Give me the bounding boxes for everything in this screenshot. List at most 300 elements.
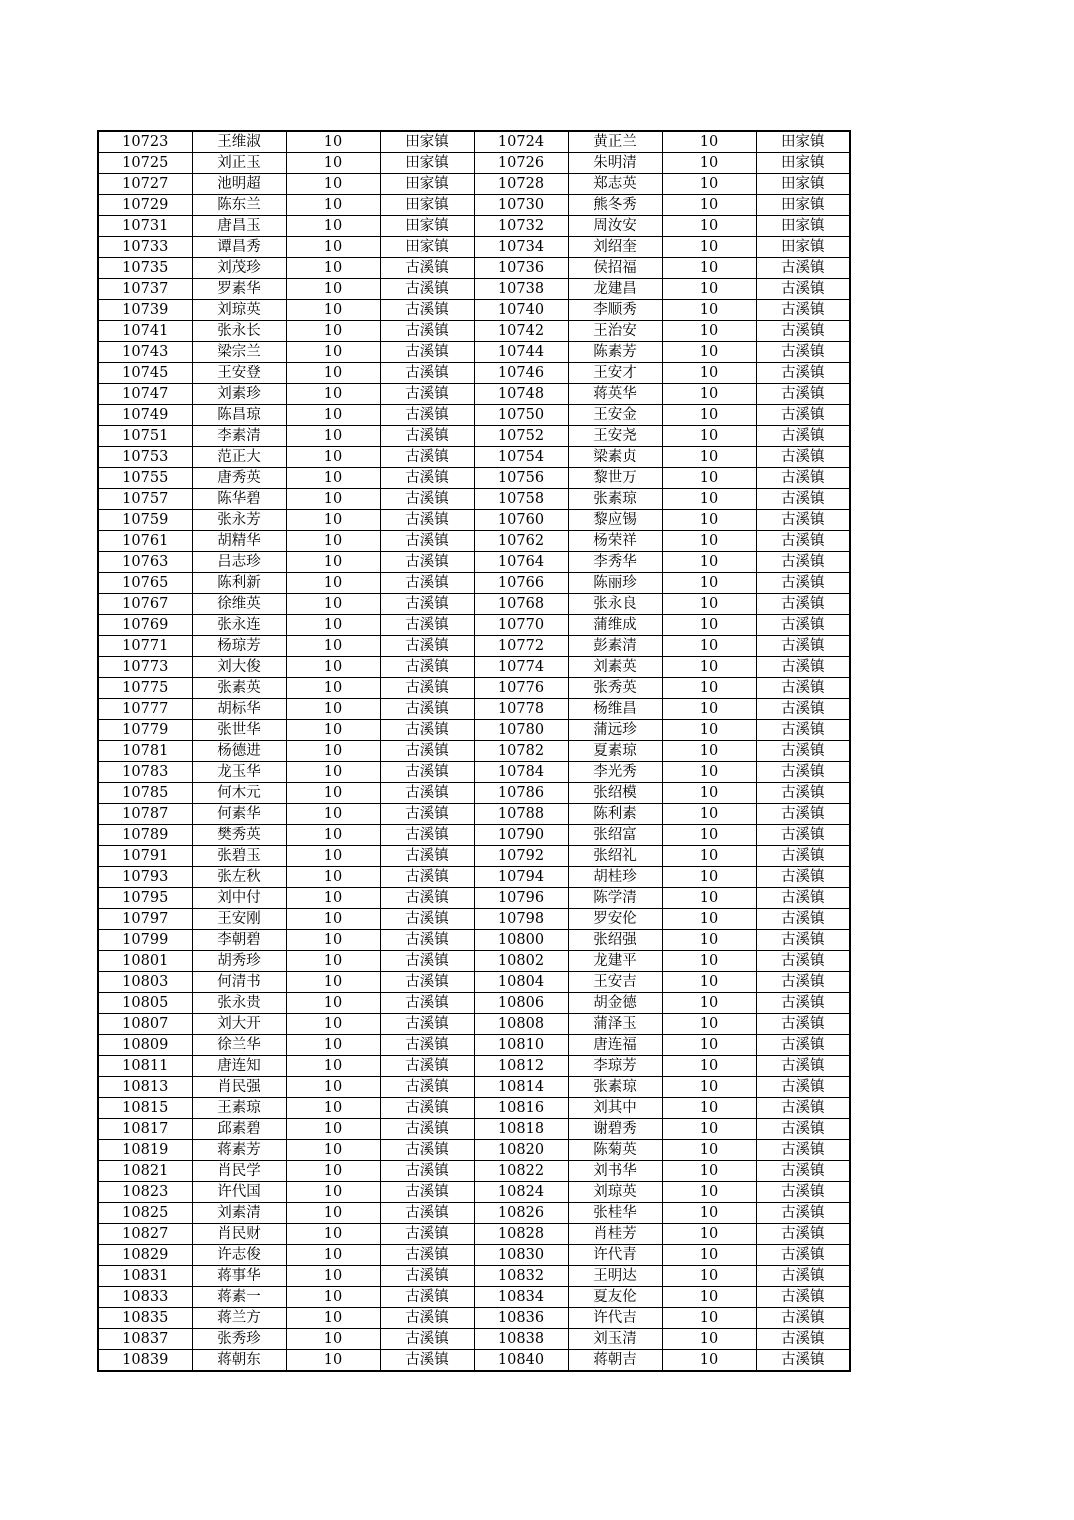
name-cell: 张秀珍: [192, 1329, 286, 1350]
table-row: [98, 342, 850, 363]
town-cell: 古溪镇: [380, 426, 474, 447]
town-cell: 古溪镇: [380, 489, 474, 510]
town-cell: 古溪镇: [380, 531, 474, 552]
count-cell: 10: [286, 804, 380, 825]
id-cell: 10737: [98, 279, 192, 300]
name-cell: 梁宗兰: [192, 342, 286, 363]
name-cell: 蒲泽玉: [568, 1014, 662, 1035]
count-cell: 10: [662, 909, 756, 930]
id-cell: 10763: [98, 552, 192, 573]
town-cell: 古溪镇: [756, 510, 850, 531]
id-cell: 10786: [474, 783, 568, 804]
town-cell: 古溪镇: [756, 636, 850, 657]
id-cell: 10807: [98, 1014, 192, 1035]
count-cell: 10: [662, 699, 756, 720]
count-cell: 10: [662, 657, 756, 678]
count-cell: 10: [286, 1203, 380, 1224]
name-cell: 樊秀英: [192, 825, 286, 846]
id-cell: 10794: [474, 867, 568, 888]
count-cell: 10: [286, 321, 380, 342]
name-cell: 胡精华: [192, 531, 286, 552]
id-cell: 10812: [474, 1056, 568, 1077]
id-cell: 10823: [98, 1182, 192, 1203]
town-cell: 古溪镇: [380, 720, 474, 741]
count-cell: 10: [286, 552, 380, 573]
town-cell: 古溪镇: [380, 1287, 474, 1308]
name-cell: 刘素清: [192, 1203, 286, 1224]
town-cell: 古溪镇: [380, 636, 474, 657]
count-cell: 10: [286, 573, 380, 594]
count-cell: 10: [662, 720, 756, 741]
name-cell: 陈利新: [192, 573, 286, 594]
town-cell: 古溪镇: [756, 279, 850, 300]
town-cell: 古溪镇: [380, 405, 474, 426]
id-cell: 10742: [474, 321, 568, 342]
town-cell: 古溪镇: [380, 1308, 474, 1329]
id-cell: 10824: [474, 1182, 568, 1203]
id-cell: 10743: [98, 342, 192, 363]
name-cell: 张素琼: [568, 1077, 662, 1098]
id-cell: 10772: [474, 636, 568, 657]
table-row: [98, 762, 850, 783]
count-cell: 10: [662, 1308, 756, 1329]
count-cell: 10: [286, 510, 380, 531]
table-row: [98, 216, 850, 237]
town-cell: 古溪镇: [756, 1203, 850, 1224]
roster-body: [98, 131, 850, 1371]
name-cell: 王安金: [568, 405, 662, 426]
town-cell: 古溪镇: [756, 573, 850, 594]
id-cell: 10728: [474, 174, 568, 195]
name-cell: 谢碧秀: [568, 1119, 662, 1140]
id-cell: 10840: [474, 1350, 568, 1372]
count-cell: 10: [662, 867, 756, 888]
count-cell: 10: [662, 825, 756, 846]
count-cell: 10: [662, 1245, 756, 1266]
id-cell: 10832: [474, 1266, 568, 1287]
table-row: [98, 1266, 850, 1287]
id-cell: 10768: [474, 594, 568, 615]
table-row: [98, 930, 850, 951]
id-cell: 10791: [98, 846, 192, 867]
name-cell: 许代青: [568, 1245, 662, 1266]
id-cell: 10750: [474, 405, 568, 426]
count-cell: 10: [286, 741, 380, 762]
count-cell: 10: [662, 783, 756, 804]
name-cell: 周汝安: [568, 216, 662, 237]
id-cell: 10785: [98, 783, 192, 804]
id-cell: 10777: [98, 699, 192, 720]
count-cell: 10: [286, 131, 380, 153]
name-cell: 刘正玉: [192, 153, 286, 174]
count-cell: 10: [286, 489, 380, 510]
town-cell: 田家镇: [756, 216, 850, 237]
count-cell: 10: [662, 1140, 756, 1161]
id-cell: 10731: [98, 216, 192, 237]
table-row: [98, 1014, 850, 1035]
table-row: [98, 405, 850, 426]
table-row: [98, 678, 850, 699]
town-cell: 古溪镇: [756, 531, 850, 552]
name-cell: 张绍强: [568, 930, 662, 951]
name-cell: 刘素珍: [192, 384, 286, 405]
town-cell: 古溪镇: [756, 972, 850, 993]
table-row: [98, 1035, 850, 1056]
id-cell: 10829: [98, 1245, 192, 1266]
id-cell: 10782: [474, 741, 568, 762]
id-cell: 10739: [98, 300, 192, 321]
name-cell: 王安登: [192, 363, 286, 384]
town-cell: 古溪镇: [380, 510, 474, 531]
table-row: [98, 1245, 850, 1266]
town-cell: 古溪镇: [380, 972, 474, 993]
id-cell: 10752: [474, 426, 568, 447]
name-cell: 刘大开: [192, 1014, 286, 1035]
count-cell: 10: [662, 972, 756, 993]
town-cell: 古溪镇: [756, 447, 850, 468]
count-cell: 10: [286, 531, 380, 552]
id-cell: 10775: [98, 678, 192, 699]
count-cell: 10: [662, 426, 756, 447]
id-cell: 10808: [474, 1014, 568, 1035]
count-cell: 10: [662, 405, 756, 426]
town-cell: 古溪镇: [756, 1035, 850, 1056]
town-cell: 古溪镇: [756, 1308, 850, 1329]
count-cell: 10: [662, 1014, 756, 1035]
town-cell: 田家镇: [380, 216, 474, 237]
table-row: [98, 1182, 850, 1203]
count-cell: 10: [286, 594, 380, 615]
town-cell: 古溪镇: [756, 489, 850, 510]
name-cell: 唐连福: [568, 1035, 662, 1056]
id-cell: 10761: [98, 531, 192, 552]
table-row: [98, 699, 850, 720]
id-cell: 10821: [98, 1161, 192, 1182]
count-cell: 10: [662, 741, 756, 762]
count-cell: 10: [662, 195, 756, 216]
town-cell: 古溪镇: [380, 258, 474, 279]
count-cell: 10: [662, 804, 756, 825]
town-cell: 田家镇: [756, 131, 850, 153]
count-cell: 10: [286, 1140, 380, 1161]
name-cell: 肖民财: [192, 1224, 286, 1245]
table-row: [98, 279, 850, 300]
id-cell: 10836: [474, 1308, 568, 1329]
name-cell: 池明超: [192, 174, 286, 195]
count-cell: 10: [662, 300, 756, 321]
id-cell: 10738: [474, 279, 568, 300]
count-cell: 10: [286, 867, 380, 888]
count-cell: 10: [662, 279, 756, 300]
table-row: [98, 174, 850, 195]
id-cell: 10729: [98, 195, 192, 216]
town-cell: 古溪镇: [756, 804, 850, 825]
count-cell: 10: [662, 237, 756, 258]
town-cell: 古溪镇: [380, 1203, 474, 1224]
id-cell: 10780: [474, 720, 568, 741]
town-cell: 古溪镇: [756, 846, 850, 867]
name-cell: 李朝碧: [192, 930, 286, 951]
id-cell: 10736: [474, 258, 568, 279]
id-cell: 10759: [98, 510, 192, 531]
name-cell: 张绍富: [568, 825, 662, 846]
id-cell: 10779: [98, 720, 192, 741]
name-cell: 龙建昌: [568, 279, 662, 300]
town-cell: 古溪镇: [380, 1098, 474, 1119]
count-cell: 10: [662, 1077, 756, 1098]
count-cell: 10: [286, 615, 380, 636]
town-cell: 古溪镇: [380, 594, 474, 615]
name-cell: 蒋事华: [192, 1266, 286, 1287]
name-cell: 王安刚: [192, 909, 286, 930]
count-cell: 10: [286, 1329, 380, 1350]
town-cell: 古溪镇: [756, 1140, 850, 1161]
name-cell: 何清书: [192, 972, 286, 993]
town-cell: 古溪镇: [756, 1014, 850, 1035]
count-cell: 10: [286, 972, 380, 993]
count-cell: 10: [662, 321, 756, 342]
count-cell: 10: [286, 405, 380, 426]
id-cell: 10825: [98, 1203, 192, 1224]
count-cell: 10: [286, 237, 380, 258]
id-cell: 10838: [474, 1329, 568, 1350]
name-cell: 蒋朝吉: [568, 1350, 662, 1372]
town-cell: 古溪镇: [756, 300, 850, 321]
count-cell: 10: [662, 216, 756, 237]
count-cell: 10: [286, 762, 380, 783]
table-row: [98, 300, 850, 321]
table-row: [98, 1308, 850, 1329]
name-cell: 陈菊英: [568, 1140, 662, 1161]
id-cell: 10765: [98, 573, 192, 594]
id-cell: 10797: [98, 909, 192, 930]
table-row: [98, 531, 850, 552]
id-cell: 10822: [474, 1161, 568, 1182]
name-cell: 杨荣祥: [568, 531, 662, 552]
count-cell: 10: [286, 174, 380, 195]
id-cell: 10726: [474, 153, 568, 174]
count-cell: 10: [662, 342, 756, 363]
count-cell: 10: [286, 1161, 380, 1182]
count-cell: 10: [662, 384, 756, 405]
count-cell: 10: [662, 636, 756, 657]
name-cell: 陈丽珍: [568, 573, 662, 594]
name-cell: 罗素华: [192, 279, 286, 300]
count-cell: 10: [662, 531, 756, 552]
count-cell: 10: [662, 1350, 756, 1372]
town-cell: 古溪镇: [756, 1119, 850, 1140]
count-cell: 10: [662, 951, 756, 972]
name-cell: 张桂华: [568, 1203, 662, 1224]
id-cell: 10803: [98, 972, 192, 993]
count-cell: 10: [286, 1014, 380, 1035]
table-row: [98, 258, 850, 279]
id-cell: 10727: [98, 174, 192, 195]
name-cell: 张绍模: [568, 783, 662, 804]
name-cell: 彭素清: [568, 636, 662, 657]
town-cell: 古溪镇: [380, 678, 474, 699]
name-cell: 王维淑: [192, 131, 286, 153]
table-row: [98, 720, 850, 741]
id-cell: 10769: [98, 615, 192, 636]
name-cell: 蒋素一: [192, 1287, 286, 1308]
name-cell: 黄正兰: [568, 131, 662, 153]
name-cell: 刘绍奎: [568, 237, 662, 258]
table-row: [98, 1119, 850, 1140]
town-cell: 古溪镇: [756, 1182, 850, 1203]
town-cell: 古溪镇: [756, 678, 850, 699]
town-cell: 古溪镇: [756, 1098, 850, 1119]
town-cell: 田家镇: [756, 195, 850, 216]
name-cell: 李秀华: [568, 552, 662, 573]
count-cell: 10: [286, 447, 380, 468]
table-row: [98, 1287, 850, 1308]
table-row: [98, 1203, 850, 1224]
name-cell: 侯招福: [568, 258, 662, 279]
town-cell: 古溪镇: [756, 615, 850, 636]
id-cell: 10800: [474, 930, 568, 951]
id-cell: 10755: [98, 468, 192, 489]
name-cell: 夏素琼: [568, 741, 662, 762]
name-cell: 陈利素: [568, 804, 662, 825]
count-cell: 10: [286, 993, 380, 1014]
name-cell: 张永良: [568, 594, 662, 615]
name-cell: 陈昌琼: [192, 405, 286, 426]
town-cell: 古溪镇: [380, 657, 474, 678]
name-cell: 杨琼芳: [192, 636, 286, 657]
id-cell: 10751: [98, 426, 192, 447]
name-cell: 张素琼: [568, 489, 662, 510]
name-cell: 李素清: [192, 426, 286, 447]
name-cell: 肖桂芳: [568, 1224, 662, 1245]
name-cell: 许志俊: [192, 1245, 286, 1266]
town-cell: 古溪镇: [380, 615, 474, 636]
id-cell: 10773: [98, 657, 192, 678]
town-cell: 田家镇: [756, 174, 850, 195]
town-cell: 古溪镇: [756, 321, 850, 342]
count-cell: 10: [286, 363, 380, 384]
table-row: [98, 153, 850, 174]
count-cell: 10: [286, 1098, 380, 1119]
count-cell: 10: [286, 825, 380, 846]
name-cell: 何木元: [192, 783, 286, 804]
count-cell: 10: [286, 1056, 380, 1077]
id-cell: 10801: [98, 951, 192, 972]
town-cell: 古溪镇: [380, 1329, 474, 1350]
id-cell: 10778: [474, 699, 568, 720]
count-cell: 10: [286, 699, 380, 720]
name-cell: 张绍礼: [568, 846, 662, 867]
town-cell: 古溪镇: [380, 1035, 474, 1056]
table-row: [98, 1161, 850, 1182]
table-row: [98, 510, 850, 531]
count-cell: 10: [662, 615, 756, 636]
count-cell: 10: [662, 1287, 756, 1308]
name-cell: 蒋朝东: [192, 1350, 286, 1372]
name-cell: 刘大俊: [192, 657, 286, 678]
town-cell: 古溪镇: [380, 300, 474, 321]
table-row: [98, 131, 850, 153]
id-cell: 10760: [474, 510, 568, 531]
count-cell: 10: [662, 1161, 756, 1182]
town-cell: 古溪镇: [380, 762, 474, 783]
town-cell: 古溪镇: [380, 1140, 474, 1161]
id-cell: 10723: [98, 131, 192, 153]
count-cell: 10: [286, 636, 380, 657]
town-cell: 古溪镇: [756, 909, 850, 930]
id-cell: 10776: [474, 678, 568, 699]
count-cell: 10: [662, 552, 756, 573]
id-cell: 10820: [474, 1140, 568, 1161]
id-cell: 10766: [474, 573, 568, 594]
name-cell: 吕志珍: [192, 552, 286, 573]
town-cell: 古溪镇: [380, 447, 474, 468]
roster-table: [97, 130, 851, 1372]
count-cell: 10: [286, 426, 380, 447]
count-cell: 10: [286, 279, 380, 300]
id-cell: 10756: [474, 468, 568, 489]
name-cell: 黎世万: [568, 468, 662, 489]
id-cell: 10826: [474, 1203, 568, 1224]
name-cell: 刘中付: [192, 888, 286, 909]
count-cell: 10: [662, 1203, 756, 1224]
town-cell: 古溪镇: [380, 930, 474, 951]
count-cell: 10: [662, 1266, 756, 1287]
name-cell: 刘琼英: [568, 1182, 662, 1203]
count-cell: 10: [286, 888, 380, 909]
table-row: [98, 468, 850, 489]
name-cell: 何素华: [192, 804, 286, 825]
name-cell: 张永连: [192, 615, 286, 636]
count-cell: 10: [662, 174, 756, 195]
id-cell: 10754: [474, 447, 568, 468]
id-cell: 10784: [474, 762, 568, 783]
table-row: [98, 1224, 850, 1245]
id-cell: 10792: [474, 846, 568, 867]
count-cell: 10: [286, 1224, 380, 1245]
name-cell: 范正大: [192, 447, 286, 468]
town-cell: 古溪镇: [756, 342, 850, 363]
count-cell: 10: [286, 1266, 380, 1287]
id-cell: 10764: [474, 552, 568, 573]
count-cell: 10: [662, 489, 756, 510]
count-cell: 10: [286, 909, 380, 930]
town-cell: 古溪镇: [756, 1161, 850, 1182]
id-cell: 10735: [98, 258, 192, 279]
table-row: [98, 972, 850, 993]
id-cell: 10787: [98, 804, 192, 825]
id-cell: 10830: [474, 1245, 568, 1266]
name-cell: 刘书华: [568, 1161, 662, 1182]
count-cell: 10: [662, 993, 756, 1014]
table-row: [98, 993, 850, 1014]
town-cell: 古溪镇: [756, 825, 850, 846]
count-cell: 10: [286, 216, 380, 237]
count-cell: 10: [662, 1035, 756, 1056]
town-cell: 古溪镇: [756, 783, 850, 804]
id-cell: 10734: [474, 237, 568, 258]
id-cell: 10767: [98, 594, 192, 615]
id-cell: 10796: [474, 888, 568, 909]
name-cell: 徐维英: [192, 594, 286, 615]
id-cell: 10793: [98, 867, 192, 888]
id-cell: 10724: [474, 131, 568, 153]
table-row: [98, 594, 850, 615]
name-cell: 蒲远珍: [568, 720, 662, 741]
name-cell: 张永长: [192, 321, 286, 342]
name-cell: 杨德进: [192, 741, 286, 762]
count-cell: 10: [286, 1350, 380, 1372]
